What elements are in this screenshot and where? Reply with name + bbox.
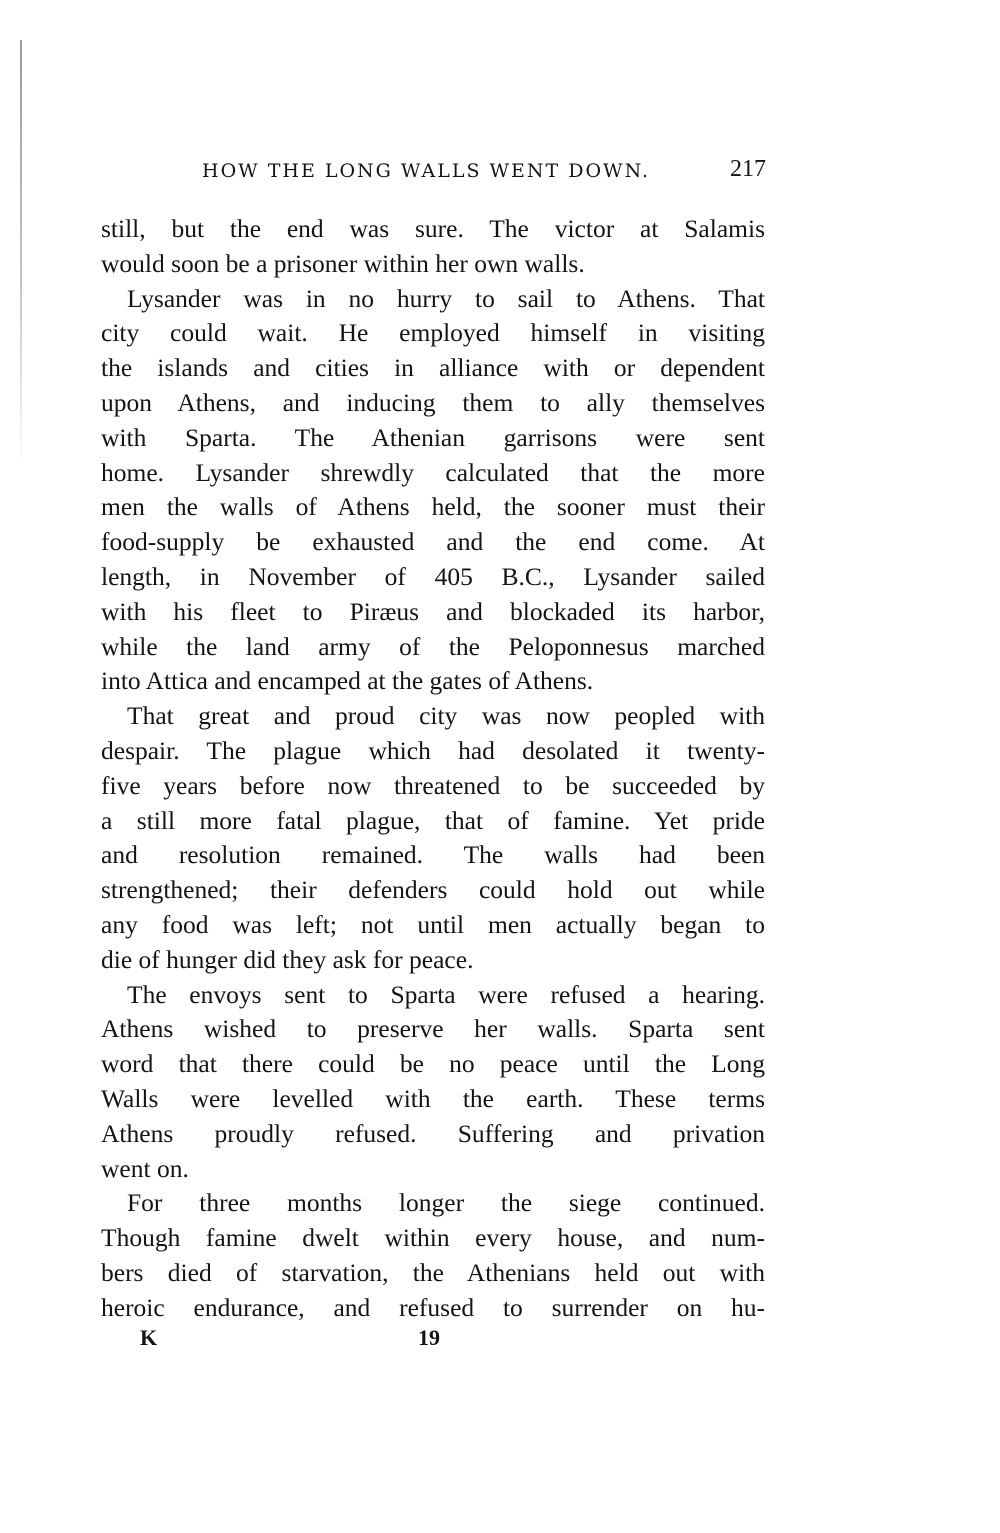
text-line: a still more fatal plague, that of famine. Yet pride [101, 805, 765, 835]
paragraph [101, 212, 765, 282]
text-line: still, but the end was sure. The victor at Salamis [101, 214, 765, 243]
text-line: went on. [101, 1153, 189, 1183]
text-line: with his fleet to Piræus and blockaded its harbor, [101, 596, 765, 626]
paragraph [101, 282, 765, 700]
text-line: The envoys sent to Sparta were refused a hearing. [127, 979, 765, 1009]
text-line: men the walls of Athens held, the sooner must their [101, 492, 765, 522]
text-line: heroic endurance, and refused to surrender on hu- [101, 1292, 765, 1322]
text-line: despair. The plague which had desolated it twenty- [101, 735, 765, 765]
scan-edge-shadow [20, 40, 22, 470]
text-line: strengthened; their defenders could hold out while [101, 875, 765, 905]
text-line: Athens proudly refused. Suffering and privation [101, 1118, 765, 1148]
page-number: 217 [730, 156, 766, 182]
text-line: five years before now threatened to be succeeded by [101, 770, 765, 800]
paragraph [101, 699, 765, 977]
text-line: word that there could be no peace until the Long [101, 1049, 765, 1079]
running-title: HOW THE LONG WALLS WENT DOWN. [202, 160, 651, 182]
signature-number: 19 [418, 1325, 440, 1350]
text-line: with Sparta. The Athenian garrisons were sent [101, 422, 765, 452]
running-head [100, 158, 768, 192]
text-line: into Attica and encamped at the gates of Athens. [101, 666, 594, 696]
text-line: Lysander was in no hurry to sail to Athens. That [127, 283, 765, 313]
text-line: while the land army of the Peloponnesus marched [101, 631, 765, 661]
text-line: That great and proud city was now peopled with [127, 701, 765, 731]
text-line: bers died of starvation, the Athenians held out with [101, 1257, 765, 1287]
text-line: Walls were levelled with the earth. These terms [101, 1083, 765, 1113]
text-body [101, 212, 765, 1326]
signature-mark: K [140, 1325, 158, 1350]
text-line: food-supply be exhausted and the end come. At [101, 527, 765, 557]
text-line: upon Athens, and inducing them to ally themselves [101, 387, 765, 417]
text-line: For three months longer the siege continued. [127, 1188, 765, 1218]
text-line: any food was left; not until men actually began to [101, 909, 765, 939]
text-line: would soon be a prisoner within her own walls. [101, 248, 585, 278]
text-line: city could wait. He employed himself in visiting [101, 318, 765, 348]
text-line: home. Lysander shrewdly calculated that the more [101, 457, 765, 487]
text-line: Athens wished to preserve her walls. Sparta sent [101, 1014, 765, 1044]
page-footer [140, 1325, 560, 1365]
text-line: die of hunger did they ask for peace. [101, 944, 474, 974]
text-line: the islands and cities in alliance with or dependent [101, 353, 765, 383]
text-line: length, in November of 405 B.C., Lysander sailed [101, 561, 765, 591]
paragraph [101, 1186, 765, 1325]
text-line: Though famine dwelt within every house, and num- [101, 1223, 765, 1253]
text-line: and resolution remained. The walls had been [101, 840, 765, 870]
paragraph [101, 978, 765, 1187]
